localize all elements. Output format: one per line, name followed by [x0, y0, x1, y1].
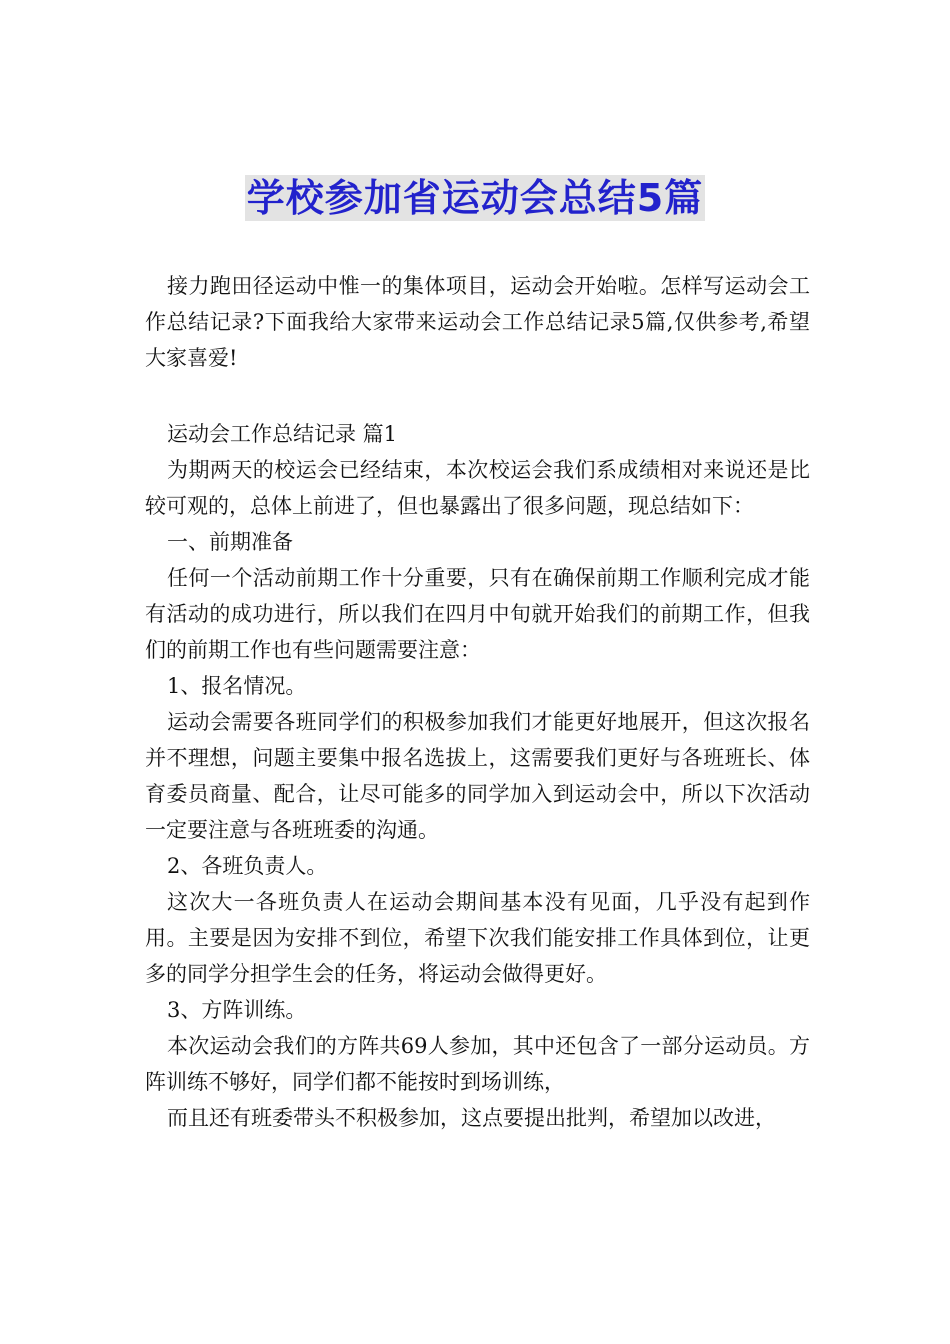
- section-title: 运动会工作总结记录 篇1: [167, 422, 398, 446]
- document-body: [145, 268, 810, 1136]
- paragraph-registration: 运动会需要各班同学们的积极参加我们才能更好地展开，但这次报名并不理想，问题主要集中报名选拔上，这需要我们更好与各班班长、体育委员商量、配合，让尽可能多的同学加入到运动会中，所以下次活动一定要注意与各班班委的沟通。: [145, 710, 810, 842]
- intro-paragraph: 接力跑田径运动中惟一的集体项目，运动会开始啦。怎样写运动会工作总结记录?下面我给大家带来运动会工作总结记录5篇,仅供参考,希望大家喜爱!: [145, 274, 810, 370]
- subheading-formation-training: 3、方阵训练。: [167, 998, 307, 1022]
- paragraph-criticism: 而且还有班委带头不积极参加，这点要提出批判，希望加以改进，: [167, 1106, 776, 1130]
- document-title: 学校参加省运动会总结5篇: [246, 176, 704, 220]
- paragraph-gap: [145, 376, 810, 416]
- paragraph-preparation: 任何一个活动前期工作十分重要，只有在确保前期工作顺利完成才能有活动的成功进行，所以我们在四月中旬就开始我们的前期工作，但我们的前期工作也有些问题需要注意：: [145, 566, 810, 662]
- title-container: [0, 175, 950, 221]
- heading-preparation: 一、前期准备: [167, 530, 293, 554]
- subheading-registration: 1、报名情况。: [167, 674, 307, 698]
- paragraph-formation-training: 本次运动会我们的方阵共69人参加，其中还包含了一部分运动员。方阵训练不够好，同学们都不能按时到场训练，: [145, 1034, 810, 1094]
- subheading-class-leads: 2、各班负责人。: [167, 854, 328, 878]
- paragraph-class-leads: 这次大一各班负责人在运动会期间基本没有见面，几乎没有起到作用。主要是因为安排不到位，希望下次我们能安排工作具体到位，让更多的同学分担学生会的任务，将运动会做得更好。: [145, 890, 810, 986]
- paragraph-summary: 为期两天的校运会已经结束，本次校运会我们系成绩相对来说还是比较可观的，总体上前进了，但也暴露出了很多问题，现总结如下：: [145, 458, 810, 518]
